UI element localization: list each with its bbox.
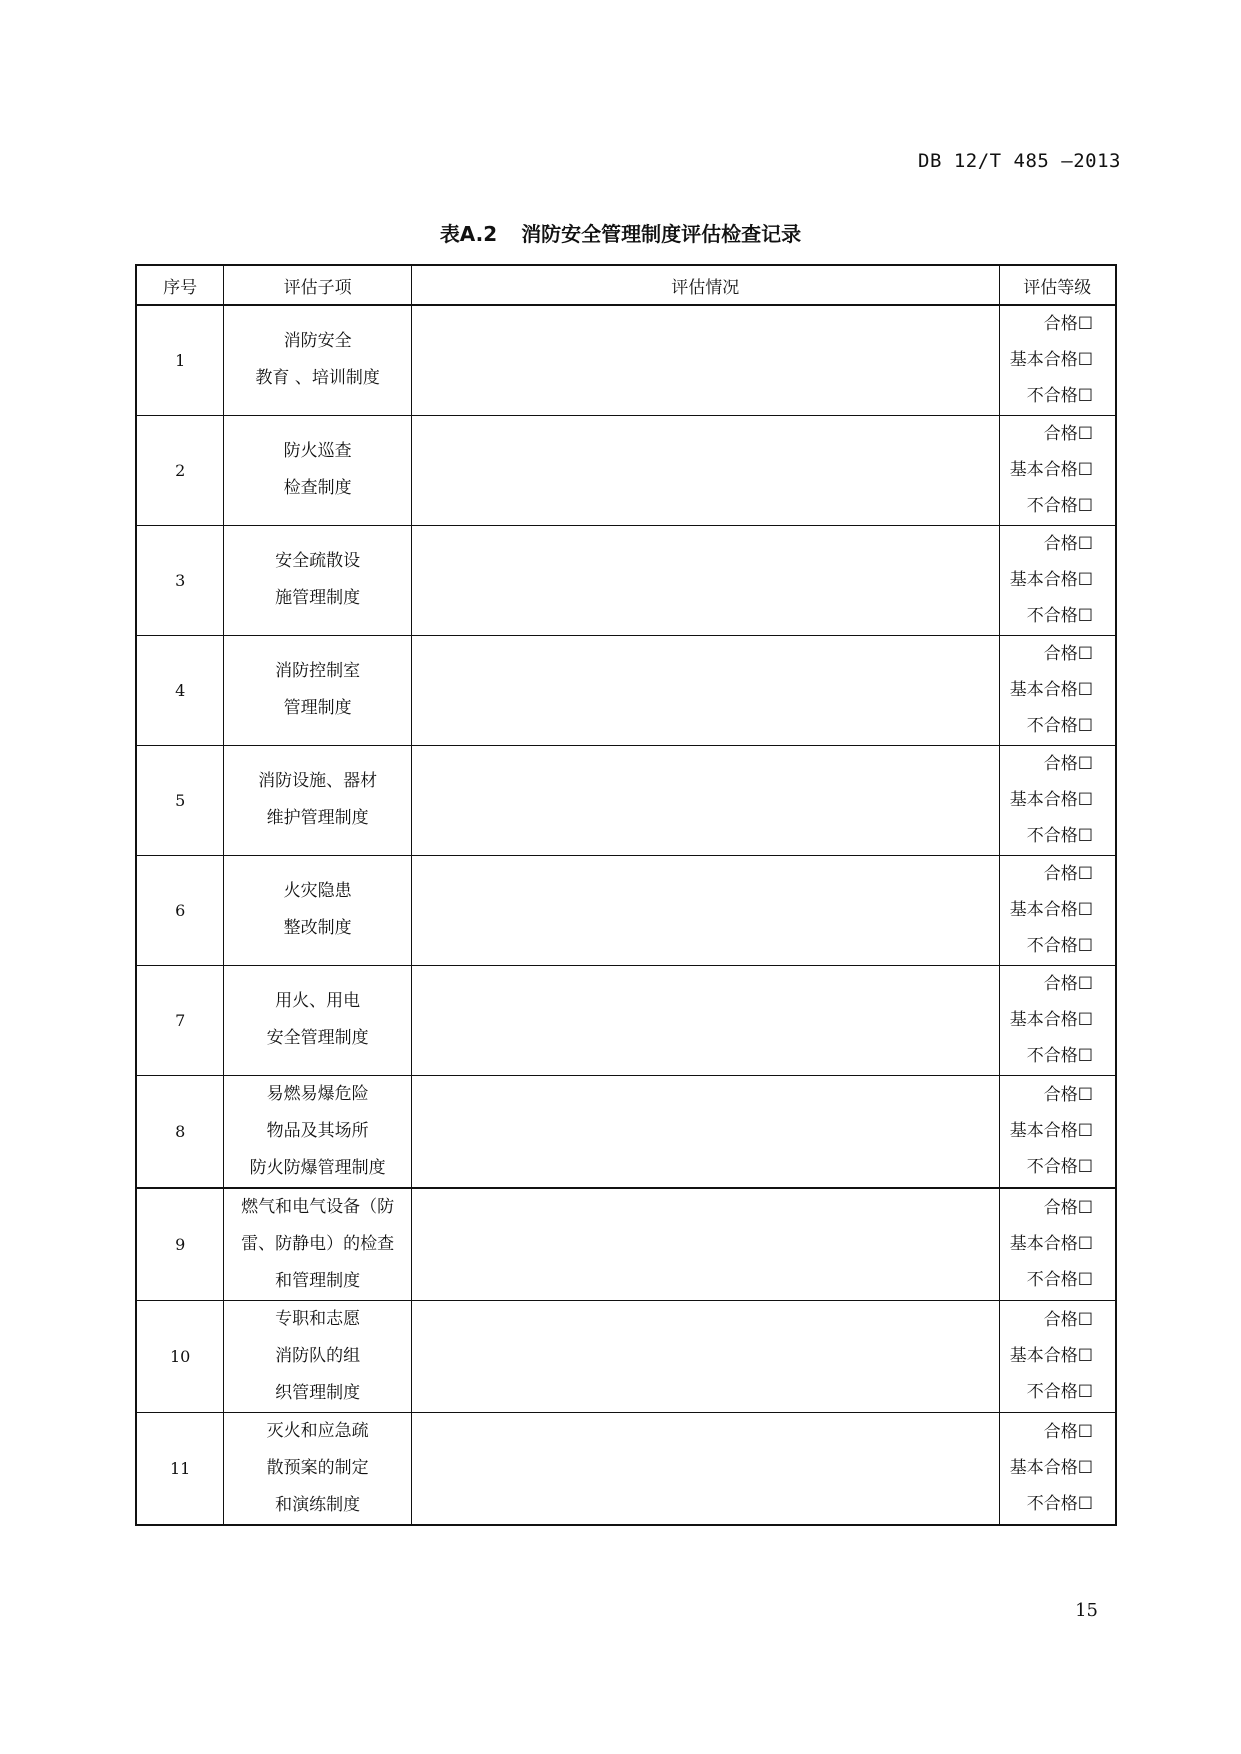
grade-basic-pass-checkbox[interactable]: 基本合格☐ [1009,790,1093,810]
table-row [136,745,1116,855]
item-line: 消防设施、器材 [258,771,378,791]
grade-basic-pass-checkbox[interactable]: 基本合格☐ [1009,1458,1093,1478]
row-item [224,1188,412,1301]
row-seq: 1 [136,305,224,415]
grade-pass-checkbox[interactable]: 合格☐ [1043,974,1093,994]
row-status-field[interactable] [411,1075,999,1188]
row-item [224,1075,412,1188]
table-row [136,1075,1116,1188]
table-title [0,218,1241,247]
table-body [136,305,1116,1525]
grade-basic-pass-checkbox[interactable]: 基本合格☐ [1009,900,1093,920]
table-row [136,305,1116,415]
item-line: 施管理制度 [275,588,361,608]
row-item [224,855,412,965]
grade-pass-checkbox[interactable]: 合格☐ [1043,1422,1093,1442]
row-grade [999,1412,1116,1525]
row-seq: 11 [136,1412,224,1525]
grade-fail-checkbox[interactable]: 不合格☐ [1026,386,1093,407]
row-grade [999,855,1116,965]
row-item [224,525,412,635]
grade-fail-checkbox[interactable]: 不合格☐ [1026,716,1093,736]
item-line: 织管理制度 [275,1382,361,1403]
item-line: 整改制度 [283,918,352,938]
row-grade [999,1075,1116,1188]
item-line: 消防队的组 [275,1345,361,1366]
row-item [224,635,412,745]
table-row [136,415,1116,525]
item-line: 安全疏散设 [275,551,361,571]
row-status-field[interactable] [411,1300,999,1412]
row-item [224,415,412,525]
grade-fail-checkbox[interactable]: 不合格☐ [1026,1157,1093,1177]
row-seq: 3 [136,525,224,635]
grade-fail-checkbox[interactable]: 不合格☐ [1026,1270,1093,1290]
grade-fail-checkbox[interactable]: 不合格☐ [1026,606,1093,626]
row-status-field[interactable] [411,745,999,855]
table-row [136,855,1116,965]
row-status-field[interactable] [411,525,999,635]
row-seq: 10 [136,1300,224,1412]
table-row [136,965,1116,1075]
item-line: 燃气和电气设备（防 [241,1196,395,1217]
item-line: 灭火和应急疏 [266,1420,369,1441]
header-seq: 序号 [136,265,224,305]
grade-pass-checkbox[interactable]: 合格☐ [1043,1310,1093,1330]
grade-basic-pass-checkbox[interactable]: 基本合格☐ [1009,1121,1093,1141]
item-line: 易燃易爆危险 [266,1083,369,1104]
grade-pass-checkbox[interactable]: 合格☐ [1043,864,1093,884]
grade-pass-checkbox[interactable]: 合格☐ [1043,424,1093,444]
item-line: 防火防爆管理制度 [249,1157,386,1178]
grade-pass-checkbox[interactable]: 合格☐ [1043,644,1093,664]
item-line: 物品及其场所 [266,1120,369,1141]
item-line: 散预案的制定 [266,1457,369,1478]
row-seq: 4 [136,635,224,745]
document-code: DB 12/T 485 —2013 [918,150,1121,172]
header-status: 评估情况 [411,265,999,305]
grade-fail-checkbox[interactable]: 不合格☐ [1026,826,1093,846]
row-seq: 8 [136,1075,224,1188]
grade-pass-checkbox[interactable]: 合格☐ [1043,314,1093,335]
item-line: 安全管理制度 [266,1028,369,1048]
row-seq: 9 [136,1188,224,1301]
item-line: 雷、防静电）的检查 [241,1233,395,1254]
grade-basic-pass-checkbox[interactable]: 基本合格☐ [1009,1010,1093,1030]
item-line: 消防安全 [283,331,352,352]
page-number: 15 [1075,1600,1098,1621]
grade-fail-checkbox[interactable]: 不合格☐ [1026,496,1093,516]
row-seq: 7 [136,965,224,1075]
grade-pass-checkbox[interactable]: 合格☐ [1043,534,1093,554]
row-item [224,1412,412,1525]
row-status-field[interactable] [411,415,999,525]
row-status-field[interactable] [411,1412,999,1525]
table-row [136,1188,1116,1301]
table-title-text: 消防安全管理制度评估检查记录 [521,222,802,246]
table-header-row [136,265,1116,305]
item-line: 管理制度 [283,698,352,718]
grade-basic-pass-checkbox[interactable]: 基本合格☐ [1009,350,1093,371]
table-row [136,635,1116,745]
grade-basic-pass-checkbox[interactable]: 基本合格☐ [1009,570,1093,590]
row-status-field[interactable] [411,635,999,745]
grade-pass-checkbox[interactable]: 合格☐ [1043,754,1093,774]
row-seq: 5 [136,745,224,855]
row-grade [999,305,1116,415]
grade-fail-checkbox[interactable]: 不合格☐ [1026,1046,1093,1066]
row-grade [999,965,1116,1075]
item-line: 和管理制度 [275,1270,361,1291]
evaluation-record-table [135,264,1117,1526]
row-status-field[interactable] [411,305,999,415]
item-line: 防火巡查 [283,441,352,461]
item-line: 检查制度 [283,478,352,498]
row-status-field[interactable] [411,855,999,965]
row-grade [999,1300,1116,1412]
table-row [136,1300,1116,1412]
row-item [224,965,412,1075]
header-item: 评估子项 [224,265,412,305]
grade-fail-checkbox[interactable]: 不合格☐ [1026,1494,1093,1514]
item-line: 用火、用电 [275,991,361,1011]
header-grade: 评估等级 [999,265,1116,305]
item-line: 消防控制室 [275,661,361,681]
grade-pass-checkbox[interactable]: 合格☐ [1043,1085,1093,1105]
row-status-field[interactable] [411,1188,999,1301]
row-status-field[interactable] [411,965,999,1075]
grade-basic-pass-checkbox[interactable]: 基本合格☐ [1009,1346,1093,1366]
item-line: 火灾隐患 [283,881,352,901]
item-line: 专职和志愿 [275,1308,361,1329]
row-seq: 2 [136,415,224,525]
row-grade [999,1188,1116,1301]
table-row [136,1412,1116,1525]
row-grade [999,635,1116,745]
table-row [136,525,1116,635]
item-line: 和演练制度 [275,1494,361,1515]
table-number: 表A.2 [439,222,498,246]
grade-fail-checkbox[interactable]: 不合格☐ [1026,936,1093,956]
row-item [224,745,412,855]
row-item [224,1300,412,1412]
row-grade [999,525,1116,635]
item-line: 教育 、培训制度 [255,368,380,389]
row-grade [999,745,1116,855]
grade-basic-pass-checkbox[interactable]: 基本合格☐ [1009,460,1093,480]
grade-basic-pass-checkbox[interactable]: 基本合格☐ [1009,680,1093,700]
item-line: 维护管理制度 [266,808,369,828]
grade-pass-checkbox[interactable]: 合格☐ [1043,1198,1093,1218]
row-item [224,305,412,415]
grade-fail-checkbox[interactable]: 不合格☐ [1026,1382,1093,1402]
grade-basic-pass-checkbox[interactable]: 基本合格☐ [1009,1234,1093,1254]
row-seq: 6 [136,855,224,965]
row-grade [999,415,1116,525]
